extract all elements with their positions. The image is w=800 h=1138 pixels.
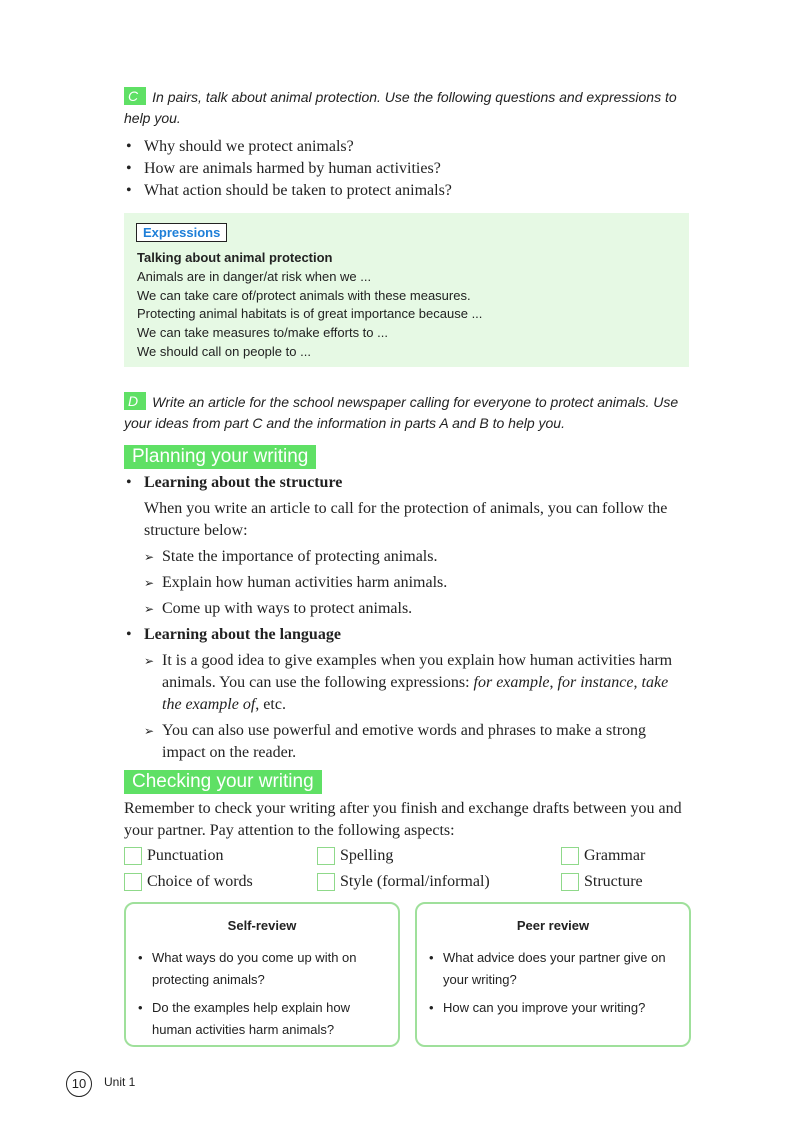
checkbox-label: Choice of words xyxy=(147,873,253,890)
structure-step: ➢ State the importance of protecting animals. xyxy=(144,546,684,568)
planning-banner: Planning your writing xyxy=(124,445,316,469)
checking-intro: Remember to check your writing after you finish and exchange drafts between you and your partner. Pay attention to the following aspects: xyxy=(124,800,682,839)
expressions-box xyxy=(124,213,689,367)
expression-line: Protecting animal habitats is of great importance because ... xyxy=(137,306,483,322)
expression-example: for example xyxy=(473,674,550,691)
part-c-letter: C xyxy=(124,87,146,105)
expression-example: take the example of xyxy=(162,674,669,713)
language-point: ➢ You can also use powerful and emotive words and phrases to make a strong impact on the reader. xyxy=(144,720,684,764)
structure-step: ➢ Explain how human activities harm animals. xyxy=(144,572,684,594)
unit-label: Unit 1 xyxy=(104,1075,136,1089)
checkbox-label: Spelling xyxy=(340,847,394,864)
structure-intro: When you write an article to call for the protection of animals, you can follow the structure below: xyxy=(144,500,668,539)
part-d-instruction xyxy=(124,392,684,434)
peer-review-box xyxy=(415,902,691,1047)
self-review-box xyxy=(124,902,400,1047)
structure-heading: Learning about the structure xyxy=(144,474,343,491)
style-checkbox[interactable] xyxy=(317,873,335,891)
planning-section: • Learning about the structure When you write an article to call for the protection of animals, you can follow the structure below: ➢ State the importance of protecting animals. ➢ Explain how human activities harm animals. ➢ Come up with ways to protect animals. • Learning about the language ➢ It is a good idea to give examples when you explain how human activities harm animals. You can use the following expressions: for example, for instance, take the example of, etc. ➢ You can also use powerful and emotive words and phrases to make a strong impact on the reader. xyxy=(124,472,684,764)
language-heading: Learning about the language xyxy=(144,626,341,643)
expression-example: for instance xyxy=(557,674,634,691)
expression-line: We can take care of/protect animals with these measures. xyxy=(137,287,471,303)
punctuation-checkbox[interactable] xyxy=(124,847,142,865)
checkbox-label: Punctuation xyxy=(147,847,224,864)
list-item: • Do the examples help explain how human activities harm animals? xyxy=(138,997,384,1041)
grammar-checkbox[interactable] xyxy=(561,847,579,865)
list-item: • How can you improve your writing? xyxy=(429,997,675,1019)
expression-line: We should call on people to ... xyxy=(137,343,311,359)
checkbox-label: Grammar xyxy=(584,847,646,864)
list-item: • What action should be taken to protect animals? xyxy=(124,180,684,202)
list-item: • How are animals harmed by human activities? xyxy=(124,158,684,180)
expression-line: Animals are in danger/at risk when we ... xyxy=(137,268,372,284)
part-c-instruction xyxy=(124,87,684,129)
page-number: 10 xyxy=(66,1071,92,1097)
list-item: • What ways do you come up with on protecting animals? xyxy=(138,947,384,991)
checkbox-label: Structure xyxy=(584,873,643,890)
structure-step: ➢ Come up with ways to protect animals. xyxy=(144,598,684,620)
spelling-checkbox[interactable] xyxy=(317,847,335,865)
expressions-label: Expressions xyxy=(136,223,227,242)
part-c-instruction-text: In pairs, talk about animal protection. Use the following questions and expressions to help you. xyxy=(124,89,677,126)
checking-banner: Checking your writing xyxy=(124,770,322,794)
structure-checkbox[interactable] xyxy=(561,873,579,891)
part-d-instruction-text: Write an article for the school newspaper calling for everyone to protect animals. Use your ideas from part C and the information in parts A and B to help you. xyxy=(124,394,679,431)
self-review-title: Self-review xyxy=(227,918,297,933)
expression-line: We can take measures to/make efforts to ... xyxy=(137,325,388,341)
language-point: ➢ It is a good idea to give examples when you explain how human activities harm animals. You can use the following expressions: for example, for instance, take the example of, etc. xyxy=(144,650,684,716)
list-item: • What advice does your partner give on your writing? xyxy=(429,947,675,991)
part-d-letter: D xyxy=(124,392,146,410)
list-item: • Why should we protect animals? xyxy=(124,136,684,158)
expressions-heading: Talking about animal protection xyxy=(137,250,333,265)
peer-review-title: Peer review xyxy=(516,918,590,933)
checkbox-label: Style (formal/informal) xyxy=(340,873,490,890)
part-c-question-list xyxy=(124,136,684,202)
choice-of-words-checkbox[interactable] xyxy=(124,873,142,891)
